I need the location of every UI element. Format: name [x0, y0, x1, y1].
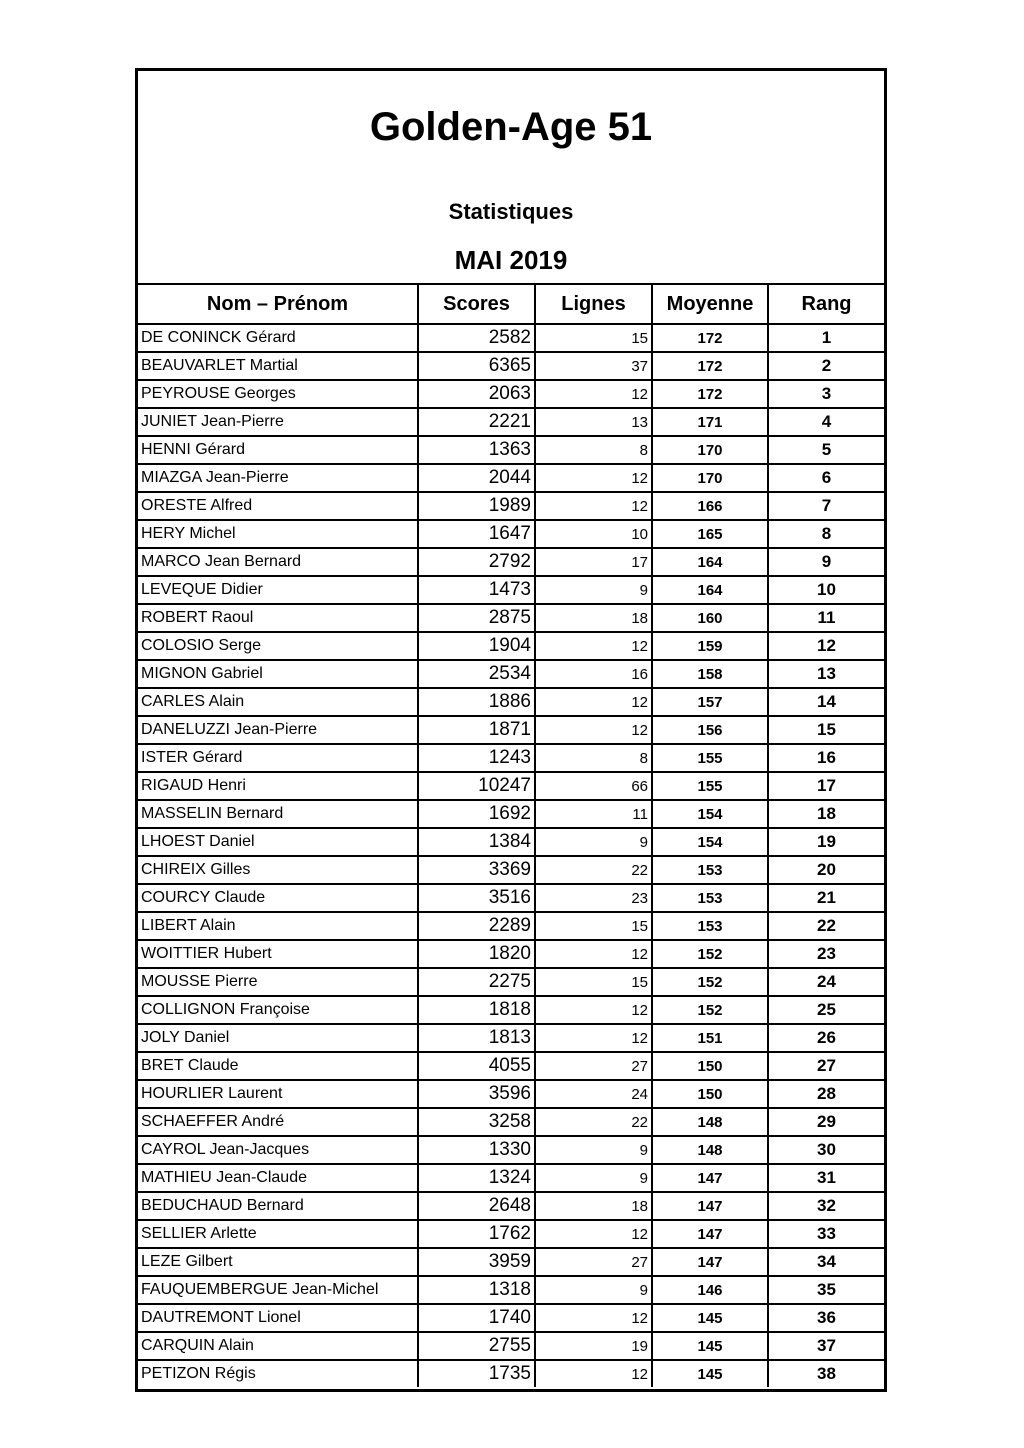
table-row [138, 772, 884, 800]
cell-average: 148 [652, 1136, 768, 1164]
table-row [138, 940, 884, 968]
cell-rank: 4 [768, 408, 884, 436]
cell-lines: 24 [535, 1080, 652, 1108]
cell-score: 1989 [418, 492, 535, 520]
table-row [138, 744, 884, 772]
table-row [138, 1332, 884, 1360]
cell-score: 1871 [418, 716, 535, 744]
cell-score: 2755 [418, 1332, 535, 1360]
cell-name: MATHIEU Jean-Claude [138, 1164, 418, 1192]
cell-name: BRET Claude [138, 1052, 418, 1080]
cell-score: 1813 [418, 1024, 535, 1052]
cell-name: HENNI Gérard [138, 436, 418, 464]
cell-lines: 9 [535, 1136, 652, 1164]
table-row [138, 884, 884, 912]
cell-rank: 21 [768, 884, 884, 912]
cell-name: DE CONINCK Gérard [138, 324, 418, 352]
cell-name: RIGAUD Henri [138, 772, 418, 800]
cell-average: 145 [652, 1332, 768, 1360]
cell-score: 1818 [418, 996, 535, 1024]
cell-average: 152 [652, 996, 768, 1024]
cell-score: 1473 [418, 576, 535, 604]
cell-lines: 12 [535, 1024, 652, 1052]
cell-average: 171 [652, 408, 768, 436]
cell-name: LEVEQUE Didier [138, 576, 418, 604]
cell-score: 1384 [418, 828, 535, 856]
cell-rank: 10 [768, 576, 884, 604]
cell-rank: 5 [768, 436, 884, 464]
cell-score: 3596 [418, 1080, 535, 1108]
cell-lines: 12 [535, 632, 652, 660]
table-row [138, 800, 884, 828]
statistics-table [138, 285, 884, 1387]
cell-average: 172 [652, 324, 768, 352]
cell-rank: 26 [768, 1024, 884, 1052]
table-row [138, 520, 884, 548]
cell-rank: 34 [768, 1248, 884, 1276]
cell-average: 155 [652, 772, 768, 800]
cell-name: COURCY Claude [138, 884, 418, 912]
table-row [138, 1052, 884, 1080]
table-row [138, 996, 884, 1024]
table-row [138, 1024, 884, 1052]
statistics-sheet [135, 68, 887, 1392]
cell-average: 147 [652, 1164, 768, 1192]
cell-average: 154 [652, 800, 768, 828]
cell-lines: 11 [535, 800, 652, 828]
cell-name: MIGNON Gabriel [138, 660, 418, 688]
cell-average: 147 [652, 1220, 768, 1248]
table-row [138, 604, 884, 632]
cell-average: 150 [652, 1080, 768, 1108]
table-row [138, 660, 884, 688]
cell-average: 153 [652, 884, 768, 912]
cell-lines: 37 [535, 352, 652, 380]
cell-average: 172 [652, 352, 768, 380]
cell-score: 1324 [418, 1164, 535, 1192]
cell-name: ORESTE Alfred [138, 492, 418, 520]
cell-rank: 35 [768, 1276, 884, 1304]
cell-rank: 24 [768, 968, 884, 996]
cell-lines: 9 [535, 576, 652, 604]
table-row [138, 688, 884, 716]
cell-average: 160 [652, 604, 768, 632]
cell-average: 156 [652, 716, 768, 744]
cell-average: 145 [652, 1304, 768, 1332]
cell-rank: 9 [768, 548, 884, 576]
cell-average: 152 [652, 940, 768, 968]
cell-rank: 18 [768, 800, 884, 828]
cell-rank: 3 [768, 380, 884, 408]
table-row [138, 576, 884, 604]
cell-rank: 22 [768, 912, 884, 940]
cell-lines: 22 [535, 856, 652, 884]
cell-name: PEYROUSE Georges [138, 380, 418, 408]
page-title: Golden-Age 51 [369, 105, 653, 149]
cell-lines: 12 [535, 1360, 652, 1387]
cell-average: 164 [652, 576, 768, 604]
cell-name: CHIREIX Gilles [138, 856, 418, 884]
cell-lines: 17 [535, 548, 652, 576]
cell-average: 151 [652, 1024, 768, 1052]
cell-rank: 25 [768, 996, 884, 1024]
cell-average: 146 [652, 1276, 768, 1304]
cell-name: CARQUIN Alain [138, 1332, 418, 1360]
cell-average: 147 [652, 1248, 768, 1276]
cell-rank: 36 [768, 1304, 884, 1332]
column-header-lines: Lignes [535, 285, 652, 324]
cell-score: 3369 [418, 856, 535, 884]
cell-average: 166 [652, 492, 768, 520]
cell-rank: 8 [768, 520, 884, 548]
cell-rank: 15 [768, 716, 884, 744]
sheet-header [138, 71, 884, 285]
cell-rank: 17 [768, 772, 884, 800]
cell-average: 150 [652, 1052, 768, 1080]
cell-average: 157 [652, 688, 768, 716]
cell-average: 145 [652, 1360, 768, 1387]
cell-score: 1647 [418, 520, 535, 548]
cell-score: 2534 [418, 660, 535, 688]
cell-lines: 27 [535, 1248, 652, 1276]
cell-lines: 10 [535, 520, 652, 548]
cell-rank: 30 [768, 1136, 884, 1164]
cell-average: 158 [652, 660, 768, 688]
cell-lines: 15 [535, 912, 652, 940]
cell-rank: 1 [768, 324, 884, 352]
cell-name: LIBERT Alain [138, 912, 418, 940]
table-row [138, 1136, 884, 1164]
table-body [138, 324, 884, 1387]
cell-score: 1904 [418, 632, 535, 660]
cell-lines: 18 [535, 604, 652, 632]
cell-lines: 12 [535, 996, 652, 1024]
cell-lines: 13 [535, 408, 652, 436]
cell-score: 2875 [418, 604, 535, 632]
cell-name: PETIZON Régis [138, 1360, 418, 1387]
table-row [138, 324, 884, 352]
cell-lines: 12 [535, 1304, 652, 1332]
table-row [138, 408, 884, 436]
table-row [138, 828, 884, 856]
table-row [138, 912, 884, 940]
table-row [138, 548, 884, 576]
column-header-average: Moyenne [652, 285, 768, 324]
cell-average: 170 [652, 436, 768, 464]
cell-lines: 18 [535, 1192, 652, 1220]
cell-name: COLLIGNON Françoise [138, 996, 418, 1024]
table-row [138, 1108, 884, 1136]
cell-rank: 14 [768, 688, 884, 716]
table-row [138, 464, 884, 492]
cell-rank: 7 [768, 492, 884, 520]
cell-average: 153 [652, 912, 768, 940]
cell-name: CAYROL Jean-Jacques [138, 1136, 418, 1164]
column-header-rank: Rang [768, 285, 884, 324]
cell-average: 155 [652, 744, 768, 772]
cell-rank: 19 [768, 828, 884, 856]
cell-name: SELLIER Arlette [138, 1220, 418, 1248]
cell-name: MASSELIN Bernard [138, 800, 418, 828]
cell-score: 1762 [418, 1220, 535, 1248]
cell-name: DAUTREMONT Lionel [138, 1304, 418, 1332]
cell-score: 1243 [418, 744, 535, 772]
table-row [138, 1304, 884, 1332]
table-row [138, 1276, 884, 1304]
cell-name: ROBERT Raoul [138, 604, 418, 632]
cell-score: 6365 [418, 352, 535, 380]
cell-score: 2063 [418, 380, 535, 408]
table-row [138, 632, 884, 660]
cell-score: 10247 [418, 772, 535, 800]
cell-lines: 27 [535, 1052, 652, 1080]
table-row [138, 352, 884, 380]
cell-average: 152 [652, 968, 768, 996]
cell-average: 172 [652, 380, 768, 408]
cell-rank: 2 [768, 352, 884, 380]
cell-rank: 33 [768, 1220, 884, 1248]
cell-lines: 12 [535, 716, 652, 744]
cell-lines: 19 [535, 1332, 652, 1360]
table-row [138, 1164, 884, 1192]
column-header-scores: Scores [418, 285, 535, 324]
table-row [138, 1080, 884, 1108]
cell-rank: 32 [768, 1192, 884, 1220]
cell-rank: 6 [768, 464, 884, 492]
cell-average: 164 [652, 548, 768, 576]
cell-lines: 12 [535, 1220, 652, 1248]
cell-lines: 16 [535, 660, 652, 688]
cell-average: 165 [652, 520, 768, 548]
table-header-row [138, 285, 884, 324]
cell-lines: 8 [535, 436, 652, 464]
cell-name: MOUSSE Pierre [138, 968, 418, 996]
cell-name: WOITTIER Hubert [138, 940, 418, 968]
cell-score: 2221 [418, 408, 535, 436]
cell-score: 3258 [418, 1108, 535, 1136]
cell-score: 1735 [418, 1360, 535, 1387]
cell-name: HERY Michel [138, 520, 418, 548]
cell-average: 154 [652, 828, 768, 856]
table-row [138, 436, 884, 464]
cell-lines: 66 [535, 772, 652, 800]
cell-score: 3959 [418, 1248, 535, 1276]
table-row [138, 968, 884, 996]
cell-name: CARLES Alain [138, 688, 418, 716]
column-header-name: Nom – Prénom [138, 285, 418, 324]
cell-name: LHOEST Daniel [138, 828, 418, 856]
cell-name: MIAZGA Jean-Pierre [138, 464, 418, 492]
cell-score: 1330 [418, 1136, 535, 1164]
cell-name: ISTER Gérard [138, 744, 418, 772]
table-row [138, 1192, 884, 1220]
cell-rank: 31 [768, 1164, 884, 1192]
table-row [138, 716, 884, 744]
cell-average: 170 [652, 464, 768, 492]
cell-name: COLOSIO Serge [138, 632, 418, 660]
cell-name: MARCO Jean Bernard [138, 548, 418, 576]
cell-score: 4055 [418, 1052, 535, 1080]
cell-name: JUNIET Jean-Pierre [138, 408, 418, 436]
cell-score: 2648 [418, 1192, 535, 1220]
cell-rank: 20 [768, 856, 884, 884]
cell-score: 1692 [418, 800, 535, 828]
cell-lines: 12 [535, 940, 652, 968]
cell-name: HOURLIER Laurent [138, 1080, 418, 1108]
cell-rank: 28 [768, 1080, 884, 1108]
cell-score: 2582 [418, 324, 535, 352]
cell-lines: 9 [535, 828, 652, 856]
cell-lines: 15 [535, 324, 652, 352]
cell-name: BEDUCHAUD Bernard [138, 1192, 418, 1220]
table-row [138, 492, 884, 520]
cell-score: 1363 [418, 436, 535, 464]
cell-lines: 12 [535, 688, 652, 716]
cell-score: 3516 [418, 884, 535, 912]
cell-lines: 9 [535, 1276, 652, 1304]
cell-score: 1886 [418, 688, 535, 716]
cell-lines: 15 [535, 968, 652, 996]
table-row [138, 1248, 884, 1276]
cell-rank: 12 [768, 632, 884, 660]
cell-average: 159 [652, 632, 768, 660]
cell-lines: 12 [535, 492, 652, 520]
cell-lines: 23 [535, 884, 652, 912]
cell-average: 153 [652, 856, 768, 884]
cell-rank: 16 [768, 744, 884, 772]
cell-rank: 11 [768, 604, 884, 632]
table-row [138, 1220, 884, 1248]
cell-score: 1740 [418, 1304, 535, 1332]
cell-lines: 9 [535, 1164, 652, 1192]
cell-name: FAUQUEMBERGUE Jean-Michel [138, 1276, 418, 1304]
page-subtitle: Statistiques [448, 199, 574, 224]
cell-name: SCHAEFFER André [138, 1108, 418, 1136]
table-row [138, 856, 884, 884]
cell-name: BEAUVARLET Martial [138, 352, 418, 380]
cell-score: 2275 [418, 968, 535, 996]
cell-rank: 37 [768, 1332, 884, 1360]
cell-score: 2792 [418, 548, 535, 576]
cell-rank: 27 [768, 1052, 884, 1080]
table-row [138, 380, 884, 408]
cell-average: 147 [652, 1192, 768, 1220]
cell-score: 2044 [418, 464, 535, 492]
table-row [138, 1360, 884, 1387]
cell-rank: 13 [768, 660, 884, 688]
cell-average: 148 [652, 1108, 768, 1136]
cell-name: DANELUZZI Jean-Pierre [138, 716, 418, 744]
cell-rank: 29 [768, 1108, 884, 1136]
cell-name: JOLY Daniel [138, 1024, 418, 1052]
cell-lines: 12 [535, 464, 652, 492]
cell-name: LEZE Gilbert [138, 1248, 418, 1276]
cell-score: 2289 [418, 912, 535, 940]
cell-lines: 12 [535, 380, 652, 408]
cell-rank: 38 [817, 1364, 836, 1383]
cell-lines: 22 [535, 1108, 652, 1136]
cell-lines: 8 [535, 744, 652, 772]
cell-score: 1820 [418, 940, 535, 968]
cell-rank: 23 [768, 940, 884, 968]
cell-score: 1318 [418, 1276, 535, 1304]
period-label: MAI 2019 [454, 245, 568, 275]
